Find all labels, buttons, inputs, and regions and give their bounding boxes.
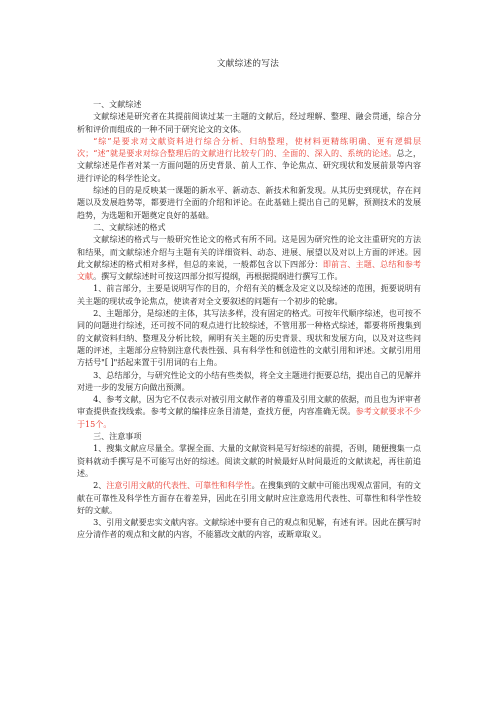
section-heading <box>77 99 421 111</box>
body-paragraph <box>77 443 421 480</box>
paragraph-text: 2、主题部分，是综述的主体，其写法多样，没有固定的格式。可按年代顺序综述，也可按不同的问题进行综述，还可按不同的观点进行比较综述，不管用那一种格式综述，都要将所搜集到的文献资料归纳、整理及分析比较，阐明有关主题的历史背景、现状和发展方向，以及对这些问题的评述，主题部分应特别注意代表性强、具有科学性和创造性的文献引用和评述。文献引用用方括号"[ ]"括起来置于引用词的右上角。 <box>77 309 421 368</box>
body-paragraph <box>77 308 421 369</box>
highlighted-text: “综”是要求对文献资料进行综合分析、归纳整理，使材料更精练明确、更有逻辑层次；“述”就是要求对综合整理后的文献进行比较专门的、全面的、深入的、系统的论述。 <box>77 136 421 159</box>
paragraph-text: 1、前言部分，主要是说明写作的目的，介绍有关的概念及定义以及综述的范围，扼要说明有关主题的现状或争论焦点，使读者对全文要叙述的问题有一个初步的轮廓。 <box>77 284 421 306</box>
body-paragraph <box>77 185 421 222</box>
paragraph-text: 文献综述的格式与一般研究性论文的格式有所不同。这是因为研究性的论文注重研究的方法和结果，而文献综述介绍与主题有关的详细资料、动态、进展、展望以及对以上方面的评述。因此文献综述的格式相对多样，但总的来说，一般都包含以下四部分： <box>77 235 421 269</box>
paragraph-text: 文献综述是研究者在其提前阅读过某一主题的文献后，经过理解、整理、融会贯通，综合分析和评价而组成的一种不同于研究论文的文体。 <box>77 112 421 134</box>
highlighted-text: 参考文献要求不少于15个。 <box>77 407 422 429</box>
paragraph-text: 4、参考文献，因为它不仅表示对被引用文献作者的尊重及引用文献的依据，而且也为评审者审查提供查找线索。参考文献的编排应条目清楚，查找方便，内容准确无误。 <box>77 395 421 417</box>
body-paragraph <box>77 517 421 542</box>
paragraph-text: 三、注意事项 <box>93 432 142 442</box>
body-paragraph <box>77 283 421 308</box>
paragraph-text: 2、 <box>93 481 107 491</box>
paragraph-text: 总之，文献综述是作者对某一方面问题的历史背景、前人工作、争论焦点、研究现状和发展前景等内容进行评论的科学性论文。 <box>77 149 422 183</box>
paragraph-text: 3、总结部分，与研究性论文的小结有些类似，将全文主题进行扼要总结，提出自己的见解并对进一步的发展方向做出预测。 <box>77 370 421 392</box>
body-paragraph <box>77 136 421 185</box>
body-paragraph <box>77 111 421 136</box>
paragraph-text: 二、文献综述的格式 <box>93 222 166 232</box>
highlighted-text: 注意引用文献的代表性、可靠性和科学性 <box>106 481 252 491</box>
highlighted-text: 即前言、主题、总结和参考文献 <box>77 259 422 282</box>
paragraph-text: 3、引用文献要忠实文献内容。文献综述中要有自己的观点和见解，有述有评。因此在撰写时应分清作者的观点和文献的内容，不能篡改文献的内容，或断章取义。 <box>77 518 421 540</box>
paragraph-text: 一、文献综述 <box>93 100 142 109</box>
paragraph-text: 综述的目的是反映某一课题的新水平、新动态、新技术和新发现。从其历史到现状，存在问题以及发展趋势等，都要进行全面的介绍和评论。在此基础上提出自己的见解，预测技术的发展趋势，为选题和开题奠定良好的基础。 <box>77 186 421 220</box>
body-paragraph <box>77 394 421 431</box>
body-paragraph <box>77 234 421 283</box>
section-heading <box>77 431 421 443</box>
section-heading <box>77 222 421 234</box>
document-body <box>77 99 421 542</box>
body-paragraph <box>77 370 421 395</box>
body-paragraph <box>77 480 421 517</box>
paragraph-text: 。在搜集到的文献中可能出现观点雷同，有的文献在可靠性及科学性方面存在着差异，因此在引用文献时应注意选用代表性、可靠性和科学性较好的文献。 <box>77 481 422 515</box>
paragraph-text: 1、搜集文献应尽量全。掌握全面、大量的文献资料是写好综述的前提，否则，随便搜集一点资料就动手撰写是不可能写出好的综述。阅读文献的时候最好从时间最近的文献读起，再往前追述。 <box>77 444 421 478</box>
paragraph-text: 。撰写文献综述时可按这四部分拟写提纲，再根据提纲进行撰写工作。 <box>93 272 343 282</box>
document-title: 文献综述的写法 <box>216 59 280 69</box>
